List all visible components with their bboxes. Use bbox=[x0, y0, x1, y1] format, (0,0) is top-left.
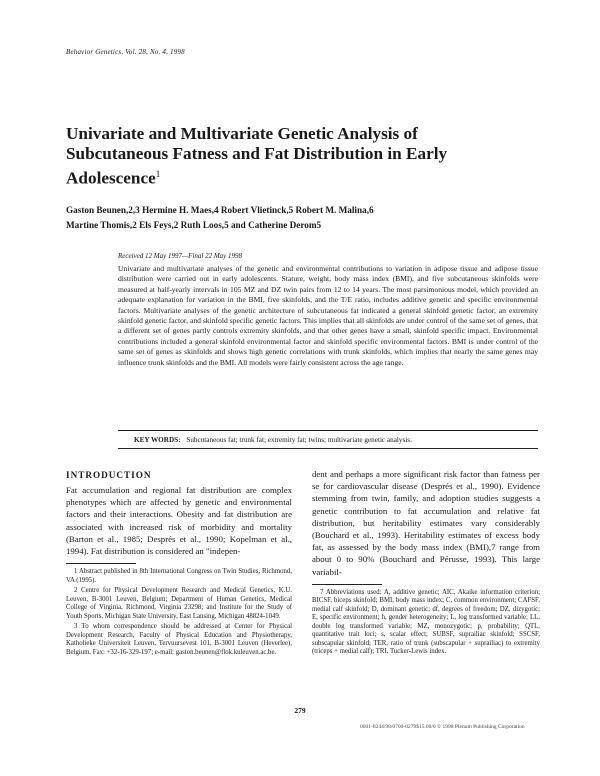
footnote: 1 Abstract published in 8th International Congress on Twin Studies, Richmond, VA (1995). bbox=[66, 568, 292, 584]
keywords-label: KEY WORDS: bbox=[134, 436, 181, 444]
footnote: 3 To whom correspondence should be addressed at Center for Physical Development Research, Faculty of Physical Education and Physiotherapy, Katholieke Universiteit Leuven, Tervuursevest 101, B-3001 Leuven (Heverlee), Belgium. Fax: +32-16-329-197; e-mail: gaston.beunen@flok.kuleuven.ac.be. bbox=[66, 623, 292, 656]
intro-paragraph-right: dent and perhaps a more significant risk factor than fatness per se for cardiovascular disease (Després et al., 1990). Evidence stemming from twin, family, and adoption studies suggests a genetic contribution to fat accumulation and relative fat distribution, but heritability estimates vary considerably (Bouchard et al., 1993). Heritability estimates of excess body fat, as assessed by the body mass index (BMI),7 range from about 0 to 90% (Bouchard and Pérusse, 1993). This large variabil- bbox=[312, 469, 540, 577]
right-column bbox=[312, 468, 540, 659]
section-heading-introduction: INTRODUCTION bbox=[66, 470, 152, 480]
keywords-text: Subcutaneous fat; trunk fat; extremity fat; twins; multivariate genetic analysis. bbox=[186, 436, 412, 444]
page-number: 279 bbox=[294, 706, 306, 715]
footnote-divider-left bbox=[66, 563, 136, 564]
title-footnote-mark: 1 bbox=[155, 169, 161, 179]
received-dates: Received 12 May 1997—Final 22 May 1998 bbox=[118, 252, 243, 260]
left-column bbox=[66, 484, 292, 659]
journal-header: Behavior Genetics, Vol. 28, No. 4, 1998 bbox=[66, 48, 185, 56]
authors-line-1: Gaston Beunen,2,3 Hermine H. Maes,4 Robert Vlietinck,5 Robert M. Malina,6 bbox=[66, 205, 374, 215]
article-title bbox=[66, 124, 486, 189]
keywords-divider bbox=[118, 448, 538, 449]
keywords bbox=[134, 436, 538, 444]
intro-paragraph-left: Fat accumulation and regional fat distribution are complex phenotypes which are affected by genetic and environmental factors and their interactions. Obesity and fat distribution are associated with increased risk of morbidity and mortality (Barton et al., 1985; Després et al., 1990; Kopelman et al., 1994). Fat distribution is considered an "indepen- bbox=[66, 485, 292, 557]
article-title-text: Univariate and Multivariate Genetic Analysis of Subcutaneous Fatness and Fat Distribution in Early Adolescence bbox=[66, 124, 448, 188]
abstract: Univariate and multivariate analyses of the genetic and environmental contributions to variation in adipose tissue and adipose tissue distribution were carried out in early adolescents. Stature, weight, body mass index (BMI), and five subcutaneous skinfolds were measured at half-yearly intervals in 105 MZ and DZ twin pairs from 12 to 14 years. The most parsimonious model, which provided an adequate explanation for variation in the BMI, five skinfolds, and the T/E ratio, includes additive genetic and specific environmental factors. Multivariate analyses of the genetic architecture of subcutaneous fat indicated a general skinfold genetic factor, an extremity skinfold genetic factor, and skinfold specific genetic factors. This implies that all skinfolds are under control of the same set of genes, that a different set of genes partly controls extremity skinfolds, and that other genes have a small, skinfold specific impact. Environmental contributions included a general skinfold environmental factor and skinfold specific environmental factors. BMI is under control of the same set of genes as skinfolds and shows high genetic correlations with trunk skinfolds, which implies that nearly the same genes may influence trunk skinfolds and the BMI. All models were fairly consistent across the age range. bbox=[118, 264, 538, 367]
author-list bbox=[66, 203, 546, 233]
abstract-divider bbox=[118, 430, 538, 431]
footnote-divider-right bbox=[312, 584, 382, 585]
footnotes-left bbox=[66, 568, 292, 657]
footnote: 2 Centre for Physical Development Research and Medical Genetics, K.U. Leuven, B-3001 Leuven, Belgium; Department of Human Genetics, Medical College of Virginia, Richmond, Virginia 23298; and Institute for the Study of Youth Sports, Michigan State University, East Lansing, Michigan 48824-1049. bbox=[66, 587, 292, 620]
copyright-footer: 0001-8244/98/0700-0279$15.00/0 © 1998 Plenum Publishing Corporation bbox=[360, 724, 525, 730]
authors-line-2: Martine Thomis,2 Els Feys,2 Ruth Loos,5 and Catherine Derom5 bbox=[66, 220, 322, 230]
footnote: 7 Abbreviations used: A, additive genetic; AIC, Akaike information criterion; BICSF, biceps skinfold; BMI, body mass index; C, common environment; CAFSF, medial calf skinfold; D, dominant genetic; df, degrees of freedom; DZ, dizygotic; E, specific environment; h, gender heterogeneity; L, log transformed variable; LL, double log transformed variable; MZ, monozygotic; p, probability; QTL, quantitative trait loci; s, scalar effect; SUBSF, suprailiac skinfold; SSCSF, subscapular skinfold; TER, ratio of trunk (subscapular + suprailiac) to extremity (triceps + medial calf); TRI, Tucker-Lewis index. bbox=[312, 588, 540, 656]
footnotes-right bbox=[312, 589, 540, 657]
